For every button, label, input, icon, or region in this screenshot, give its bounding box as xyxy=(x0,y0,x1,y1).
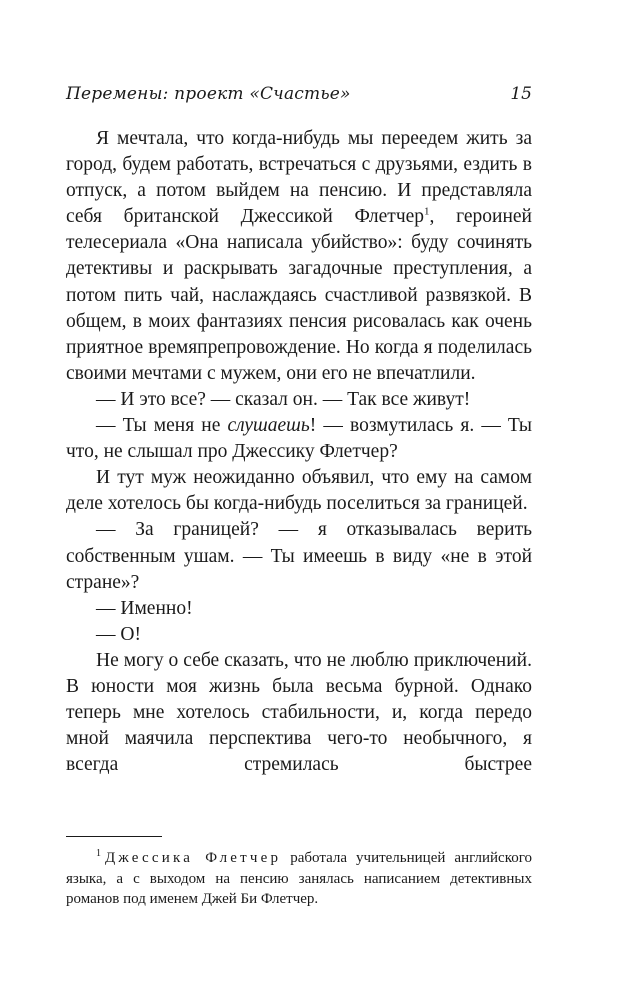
paragraph-8: Не могу о себе сказать, что не люблю приключений. В юности моя жизнь была весьма бурной. Однако теперь мне хотелось стабильности, и, когда передо мной маячила перспектива чего-то необычного, я всегда стремилась быстрее xyxy=(66,649,532,776)
paragraph-6: — Именно! xyxy=(96,597,193,619)
footnote-divider xyxy=(66,836,162,837)
paragraph-3-text-b: ! — возмутилась я. — Ты что, не слышал про Джессику Флетчер? xyxy=(66,415,532,463)
running-head: Перемены: проект «Счастье» xyxy=(66,84,351,104)
paragraph-1 xyxy=(66,126,532,387)
body-text xyxy=(66,126,532,778)
paragraph-1-text-a: Я мечтала, что когда-нибудь мы переедем жить за город, будем работать, встречаться с друзьями, ездить в отпуск, а потом выйдем на пенсию. И представляла себя британской Джессикой Флетчер xyxy=(66,128,532,228)
page-number: 15 xyxy=(510,84,532,104)
paragraph-4: И тут муж неожиданно объявил, что ему на самом деле хотелось бы когда-нибудь поселиться за границей. xyxy=(66,467,532,515)
footnote-reference: 1 xyxy=(424,205,430,218)
paragraph-3 xyxy=(66,413,532,465)
paragraph-7: — О! xyxy=(96,623,141,645)
footnote-text: работала учительницей английского языка, а с выходом на пенсию занялась написанием детективных романов под именем Джей Би Флетчер. xyxy=(66,850,532,907)
paragraph-3-emphasis: слушаешь xyxy=(227,415,310,437)
footnote xyxy=(66,848,532,910)
paragraph-1-text-b: , героиней телесериала «Она написала убийство»: буду сочинять детективы и раскрывать загадочные преступления, а потом пить чай, наслаждаясь счастливой развязкой. В общем, в моих фантазиях пенсия рисовалась как очень приятное времяпрепровождение. Но когда я поделилась своими мечтами с мужем, они его не впечатлили. xyxy=(66,206,532,384)
footnote-marker: 1 xyxy=(96,848,101,859)
page-header xyxy=(66,84,532,110)
footnote-name: Джессика Флетчер xyxy=(105,850,282,866)
paragraph-2: — И это все? — сказал он. — Так все живут! xyxy=(96,388,471,410)
paragraph-5: — За границей? — я отказывалась верить собственным ушам. — Ты имеешь в виду «не в этой стране»? xyxy=(66,519,532,593)
paragraph-3-text-a: — Ты меня не xyxy=(96,415,228,437)
